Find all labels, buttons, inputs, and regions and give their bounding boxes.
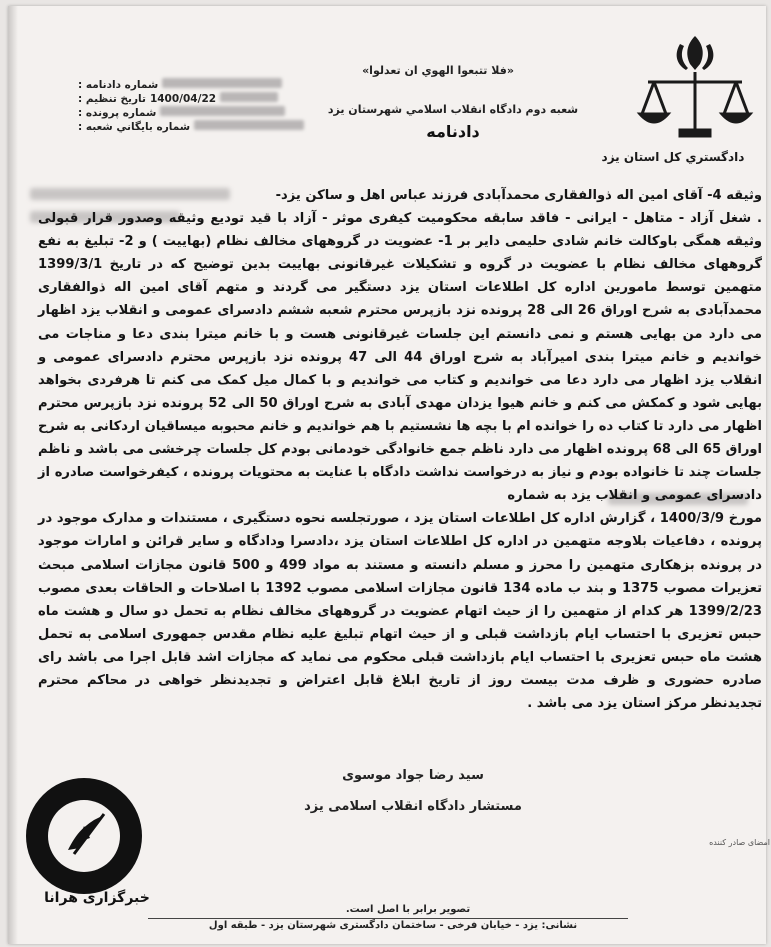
- paragraph: . شغل آزاد - متاهل - ایرانی - فاقد سابقه محکومیت کیفری موثر - آزاد با قید تودیع وثیقه وصدور قرار قبولی وثیقه همگی باوکالت خانم شادی حلیمی دایر بر 1- عضویت در گروههای مخالف نظام (بهاییت ) و 2- تبلیغ به نفع گروههای مخالف نظام با عضویت در گروه و تشکیلات غیرقانونی بهاییت بدین توضیح که در تاریخ 1399/3/1 متهمین توسط مامورین اداره کل اطلاعات استان یزد دستگیر می گردند و متهم آقای امین اله ذوالفقاری محمدآبادی به شرح اوراق 26 الی 28 پرونده نزد بازپرس محترم شعبه ششم دادسرای عمومی و انقلاب یزد اظهار می دارد من بهایی هستم و نمی دانستم این جلسات غیرقانونی هست و با خانم میترا بندی دعا و مناجات می خواندیم و خانم میترا بندی امیرآباد به شرح اوراق 44 الی 47 پرونده نزد بازپرس محترم دادسرای عمومی و انقلاب یزد اظهار می دارد دعا می خواندیم و کتاب می خواندیم و با کمال میل کمک می کنم تا هرفردی بخواهد بهایی شود و کمکش می کنم و خانم هیوا یزدان مهدی آبادی به شرح اوراق 50 الی 52 پرونده نزد بازپرس محترم اظهار می دارد تا کتاب ده را خوانده ام با بچه ها نشستیم با هم خواندیم و خانم محبوبه میساقیان اردکانی به شرح اوراق 65 الی 68 پرونده اظهار می دارد ناظم جمع خانوادگی خودمانی بودم کل جلسات چرخشی می باشد و ناظم جلسات چند تا خانواده بودم و نیاز به درخواست نداشت دادگاه با عنایت به محتویات پرونده ، کیفرخواست صادره از دادسرای عمومی و انقلاب یزد به شماره: [38, 211, 762, 504]
- document-page: [8, 6, 770, 944]
- copy-certification: تصویر برابر با اصل است.: [345, 904, 471, 915]
- paragraph: وثیقه 4- آقای امین اله ذوالفقاری محمدآبادی فرزند عباس اهل و ساکن یزد-: [275, 188, 762, 203]
- redacted-value: [194, 120, 304, 130]
- redacted-value: [160, 106, 285, 116]
- signer-label: امضای صادر کننده: [709, 838, 770, 847]
- document-title: دادنامه: [426, 122, 480, 141]
- verdict-body: [38, 184, 762, 715]
- court-address: نشانی: یزد - خیابان فرخی - ساختمان دادگستری شهرستان یزد - طبقه اول: [208, 920, 578, 931]
- meta-label: شماره پرونده :: [78, 107, 157, 119]
- signer-name: سید رضا جواد موسوی: [342, 768, 484, 783]
- footer-divider: [148, 918, 628, 919]
- court-branch: شعبه دوم دادگاه انقلاب اسلامي شهرستان يزد: [327, 103, 579, 116]
- case-metadata: [78, 78, 308, 134]
- signer-title: مستشار دادگاه انقلاب اسلامی یزد: [304, 799, 522, 814]
- hrana-logo-icon: [24, 776, 144, 896]
- meta-row-archive-number: [78, 120, 308, 134]
- meta-row-verdict-number: [78, 78, 308, 92]
- meta-row-case-number: [78, 106, 308, 120]
- redacted-value: [220, 92, 278, 102]
- meta-row-issue-date: [78, 92, 308, 106]
- meta-value: 1400/04/22: [149, 93, 217, 105]
- paragraph: مورخ 1400/3/9 ، گزارش اداره کل اطلاعات استان یزد ، صورتجلسه نحوه دستگیری ، مستندات و مدارک موجود در پرونده ، دفاعیات بلاوجه متهمین در اداره کل اطلاعات استان یزد ،دادسرا ودادگاه و سایر قرائن و امارات موجود در پرونده بزهکاری متهمین را محرز و مسلم دانسته و مستند به مواد 499 و 500 قانون مجازات اسلامی مبحث تعزیرات مصوب 1375 و بند ب ماده 134 قانون مجازات اسلامی مصوب 1392 با اصلاحات و الحاقات بعدی مصوب 1399/2/23 هر کدام از متهمین را از حیث اتهام عضویت در گروههای مخالف نظام به تحمل دو سال و هشت ماه حبس تعزیری با احتساب ایام بازداشت قبلی و از حیث اتهام تبلیغ علیه نظام مقدس جمهوری اسلامی به تحمل هشت ماه حبس تعزیری با احتساب ایام بازداشت قبلی محکوم می نماید که مجازات اشد قابل اجرا می باشد رای صادره حضوری و ظرف مدت بیست روز از تاریخ ابلاغ قابل اعتراض و تجدیدنظر خواهی در محاکم محترم تجدیدنظر مرکز استان یزد می باشد .: [38, 511, 763, 712]
- redacted-value: [162, 78, 282, 88]
- judiciary-emblem-icon: [630, 30, 760, 150]
- meta-label: تاریخ تنظیم :: [78, 93, 146, 105]
- news-agency-name: خبرگزاری هرانا: [44, 890, 150, 906]
- meta-label: شماره دادنامه :: [78, 79, 159, 91]
- header-quote: «فلا تتبعوا الهوي ان تعدلوا»: [362, 64, 514, 77]
- meta-label: شماره بايگاني شعبه :: [78, 121, 191, 133]
- organization-name: دادگستري كل استان يزد: [601, 150, 745, 164]
